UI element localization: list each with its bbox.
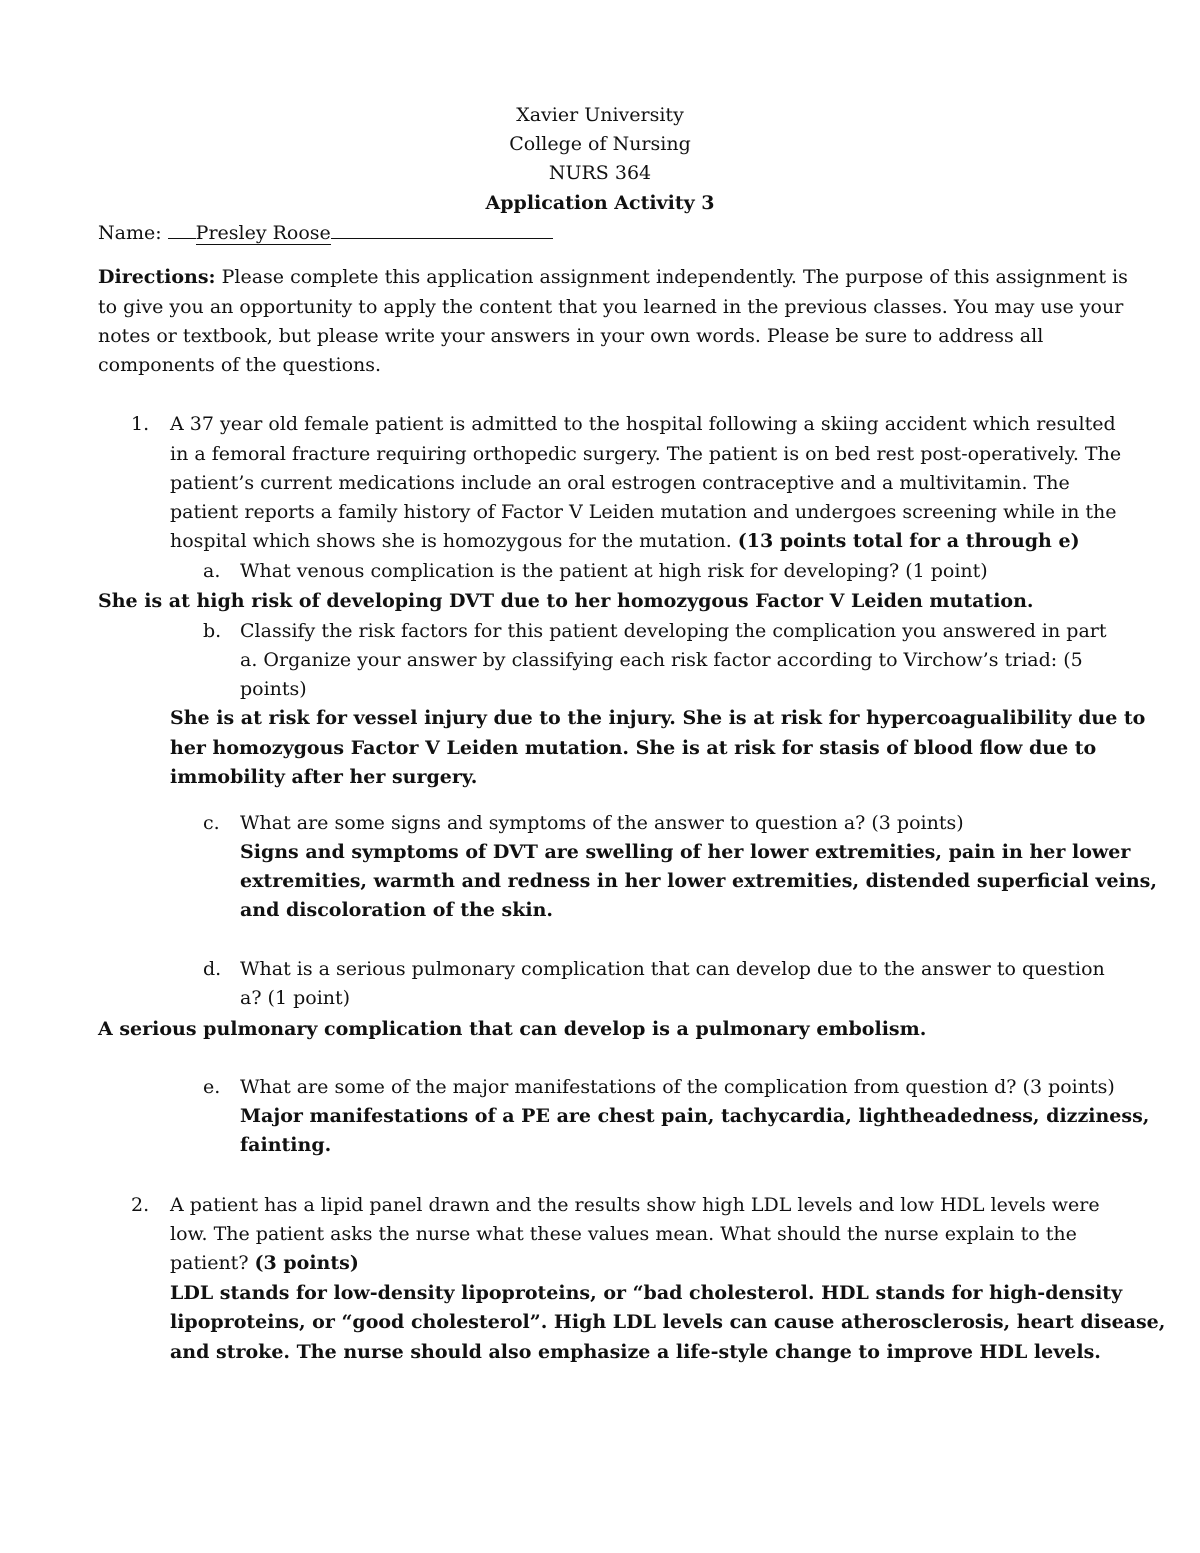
q1b-answer-line-2: her homozygous Factor V Leiden mutation. She is at risk for stasis of blood flow due to xyxy=(170,737,1097,759)
q1d-question-line-1: What is a serious pulmonary complication that can develop due to the answer to question xyxy=(240,958,1105,980)
q1b-question-line-3: points) xyxy=(240,678,307,700)
q1c-answer-line-1: Signs and symptoms of DVT are swelling of her lower extremities, pain in her lower xyxy=(240,841,1131,863)
name-line xyxy=(98,219,553,249)
q1c-answer-line-2: extremities, warmth and redness in her lower extremities, distended superficial veins, xyxy=(240,870,1157,892)
q1c-letter: c. xyxy=(203,812,220,834)
q1a-letter: a. xyxy=(203,560,221,582)
document-title: Application Activity 3 xyxy=(485,192,715,214)
name-label: Name: xyxy=(98,222,168,244)
q2-line-2: low. The patient asks the nurse what these values mean. What should the nurse explain to the xyxy=(170,1223,1077,1245)
q1b-question-line-1: Classify the risk factors for this patient developing the complication you answered in part xyxy=(240,620,1107,642)
q1e-question: What are some of the major manifestations of the complication from question d? (3 points) xyxy=(240,1076,1115,1098)
name-underline-lead xyxy=(168,238,196,239)
q1a-answer: She is at high risk of developing DVT due to her homozygous Factor V Leiden mutation. xyxy=(98,590,1034,612)
course-code: NURS 364 xyxy=(548,162,652,184)
directions-label: Directions: xyxy=(98,266,216,288)
directions-line-2: to give you an opportunity to apply the content that you learned in the previous classes. You may use your xyxy=(98,296,1124,318)
directions-line-1: Directions: Please complete this application assignment independently. The purpose of this assignment is xyxy=(98,266,1128,288)
directions-line-3: notes or textbook, but please write your answers in your own words. Please be sure to address all xyxy=(98,325,1044,347)
q2-points: (3 points) xyxy=(254,1252,359,1274)
q1-line-4: patient reports a family history of Factor V Leiden mutation and undergoes screening while in the xyxy=(170,501,1117,523)
q2-number: 2. xyxy=(131,1194,150,1216)
q1-line-1: A 37 year old female patient is admitted to the hospital following a skiing accident which resulted xyxy=(170,413,1116,435)
q1-line-5: hospital which shows she is homozygous for the mutation. (13 points total for a through e) xyxy=(170,530,1080,552)
q2-answer-line-2: lipoproteins, or “good cholesterol”. High LDL levels can cause atherosclerosis, heart disease, xyxy=(170,1311,1166,1333)
q2-line-1: A patient has a lipid panel drawn and the results show high LDL levels and low HDL levels were xyxy=(170,1194,1100,1216)
q1d-question-line-2: a? (1 point) xyxy=(240,987,351,1009)
university-name: Xavier University xyxy=(516,104,684,126)
q1e-answer-line-1: Major manifestations of a PE are chest pain, tachycardia, lightheadedness, dizziness, xyxy=(240,1105,1150,1127)
q2-line-3: patient? (3 points) xyxy=(170,1252,359,1274)
q1a-question: What venous complication is the patient at high risk for developing? (1 point) xyxy=(240,560,988,582)
q1b-answer-line-3: immobility after her surgery. xyxy=(170,766,478,788)
q1d-answer: A serious pulmonary complication that can develop is a pulmonary embolism. xyxy=(98,1018,927,1040)
directions-line-4: components of the questions. xyxy=(98,354,382,376)
name-value: Presley Roose xyxy=(195,222,331,244)
q1-line-3: patient’s current medications include an oral estrogen contraceptive and a multivitamin. The xyxy=(170,472,1070,494)
q1b-answer-line-1: She is at risk for vessel injury due to the injury. She is at risk for hypercoagualibility due to xyxy=(170,707,1146,729)
q1c-question: What are some signs and symptoms of the answer to question a? (3 points) xyxy=(240,812,964,834)
college-name: College of Nursing xyxy=(509,133,691,155)
q1-number: 1. xyxy=(131,413,150,435)
q1d-letter: d. xyxy=(203,958,222,980)
q1-points: (13 points total for a through e) xyxy=(737,530,1080,552)
q1b-question-line-2: a. Organize your answer by classifying each risk factor according to Virchow’s triad: (5 xyxy=(240,649,1083,671)
q2-answer-line-3: and stroke. The nurse should also emphasize a life-style change to improve HDL levels. xyxy=(170,1341,1101,1363)
name-underline-tail xyxy=(331,238,553,239)
q1e-answer-line-2: fainting. xyxy=(240,1134,332,1156)
q1e-letter: e. xyxy=(203,1076,221,1098)
q1c-answer-line-3: and discoloration of the skin. xyxy=(240,899,554,921)
q1b-letter: b. xyxy=(203,620,222,642)
q1-line-2: in a femoral fracture requiring orthopedic surgery. The patient is on bed rest post-operatively. The xyxy=(170,443,1122,465)
q2-answer-line-1: LDL stands for low-density lipoproteins, or “bad cholesterol. HDL stands for high-density xyxy=(170,1282,1123,1304)
